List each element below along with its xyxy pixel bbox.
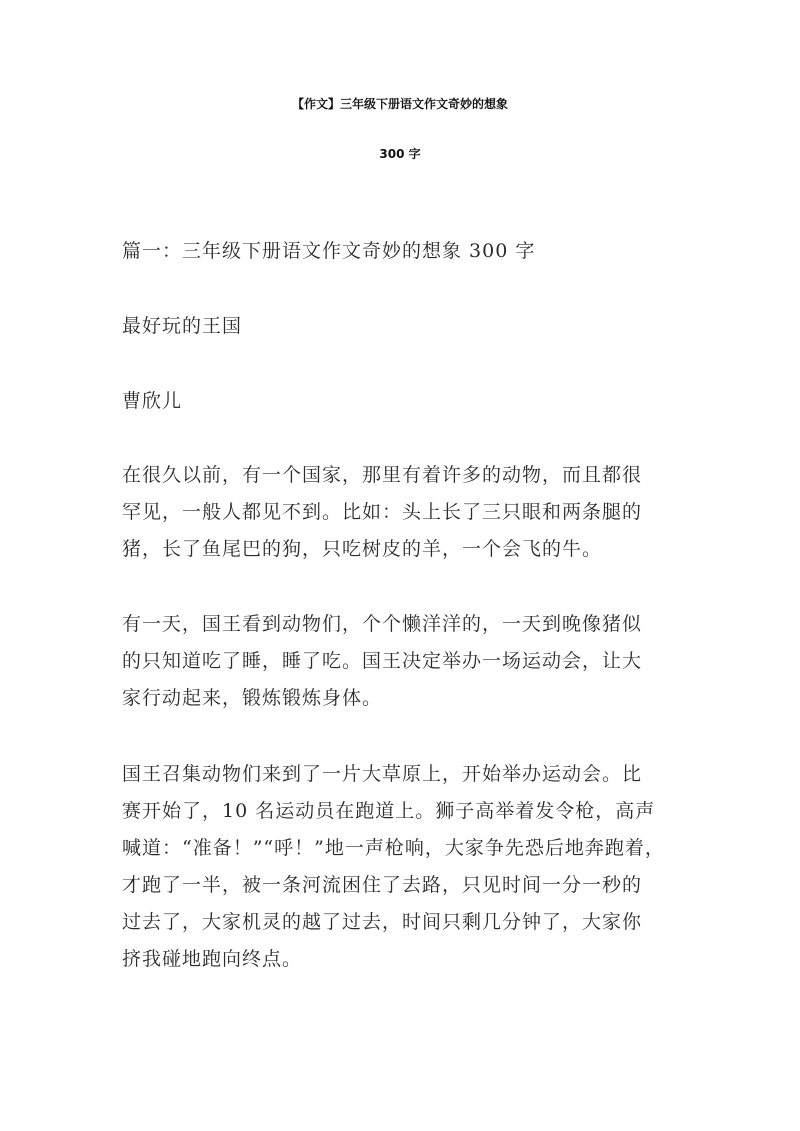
author-name: 曹欣儿 <box>122 390 183 412</box>
paragraph-3-line-3: 喊道：“准备！”“呼！”地一声枪响，大家争先恐后地奔跑着， <box>122 837 665 859</box>
document-title-line1: 【作文】三年级下册语文作文奇妙的想象 <box>291 97 508 111</box>
paragraph-3-line-4: 才跑了一半，被一条河流困住了去路，只见时间一分一秒的 <box>122 874 643 896</box>
paragraph-3-line-6: 挤我碰地跑向终点。 <box>122 948 303 970</box>
section-heading: 篇一：三年级下册语文作文奇妙的想象 300 字 <box>122 240 536 262</box>
essay-title: 最好玩的王国 <box>122 315 243 337</box>
paragraph-1-line-1: 在很久以前，有一个国家，那里有着许多的动物，而且都很 <box>122 464 643 486</box>
paragraph-2-line-1: 有一天，国王看到动物们，个个懒洋洋的，一天到晚像猪似 <box>122 613 643 635</box>
paragraph-1-line-2: 罕见，一般人都见不到。比如：头上长了三只眼和两条腿的 <box>122 501 643 523</box>
document-title-line2: 300 字 <box>379 147 421 161</box>
paragraph-3-line-2: 赛开始了，10 名运动员在跑道上。狮子高举着发令枪，高声 <box>122 800 656 822</box>
paragraph-1-line-3: 猪，长了鱼尾巴的狗，只吃树皮的羊，一个会飞的牛。 <box>122 538 603 560</box>
paragraph-2-line-3: 家行动起来，锻炼锻炼身体。 <box>122 687 383 709</box>
paragraph-3-line-1: 国王召集动物们来到了一片大草原上，开始举办运动会。比 <box>122 763 643 785</box>
paragraph-3-line-5: 过去了，大家机灵的越了过去，时间只剩几分钟了，大家你 <box>122 911 643 933</box>
paragraph-2-line-2: 的只知道吃了睡，睡了吃。国王决定举办一场运动会，让大 <box>122 650 643 672</box>
